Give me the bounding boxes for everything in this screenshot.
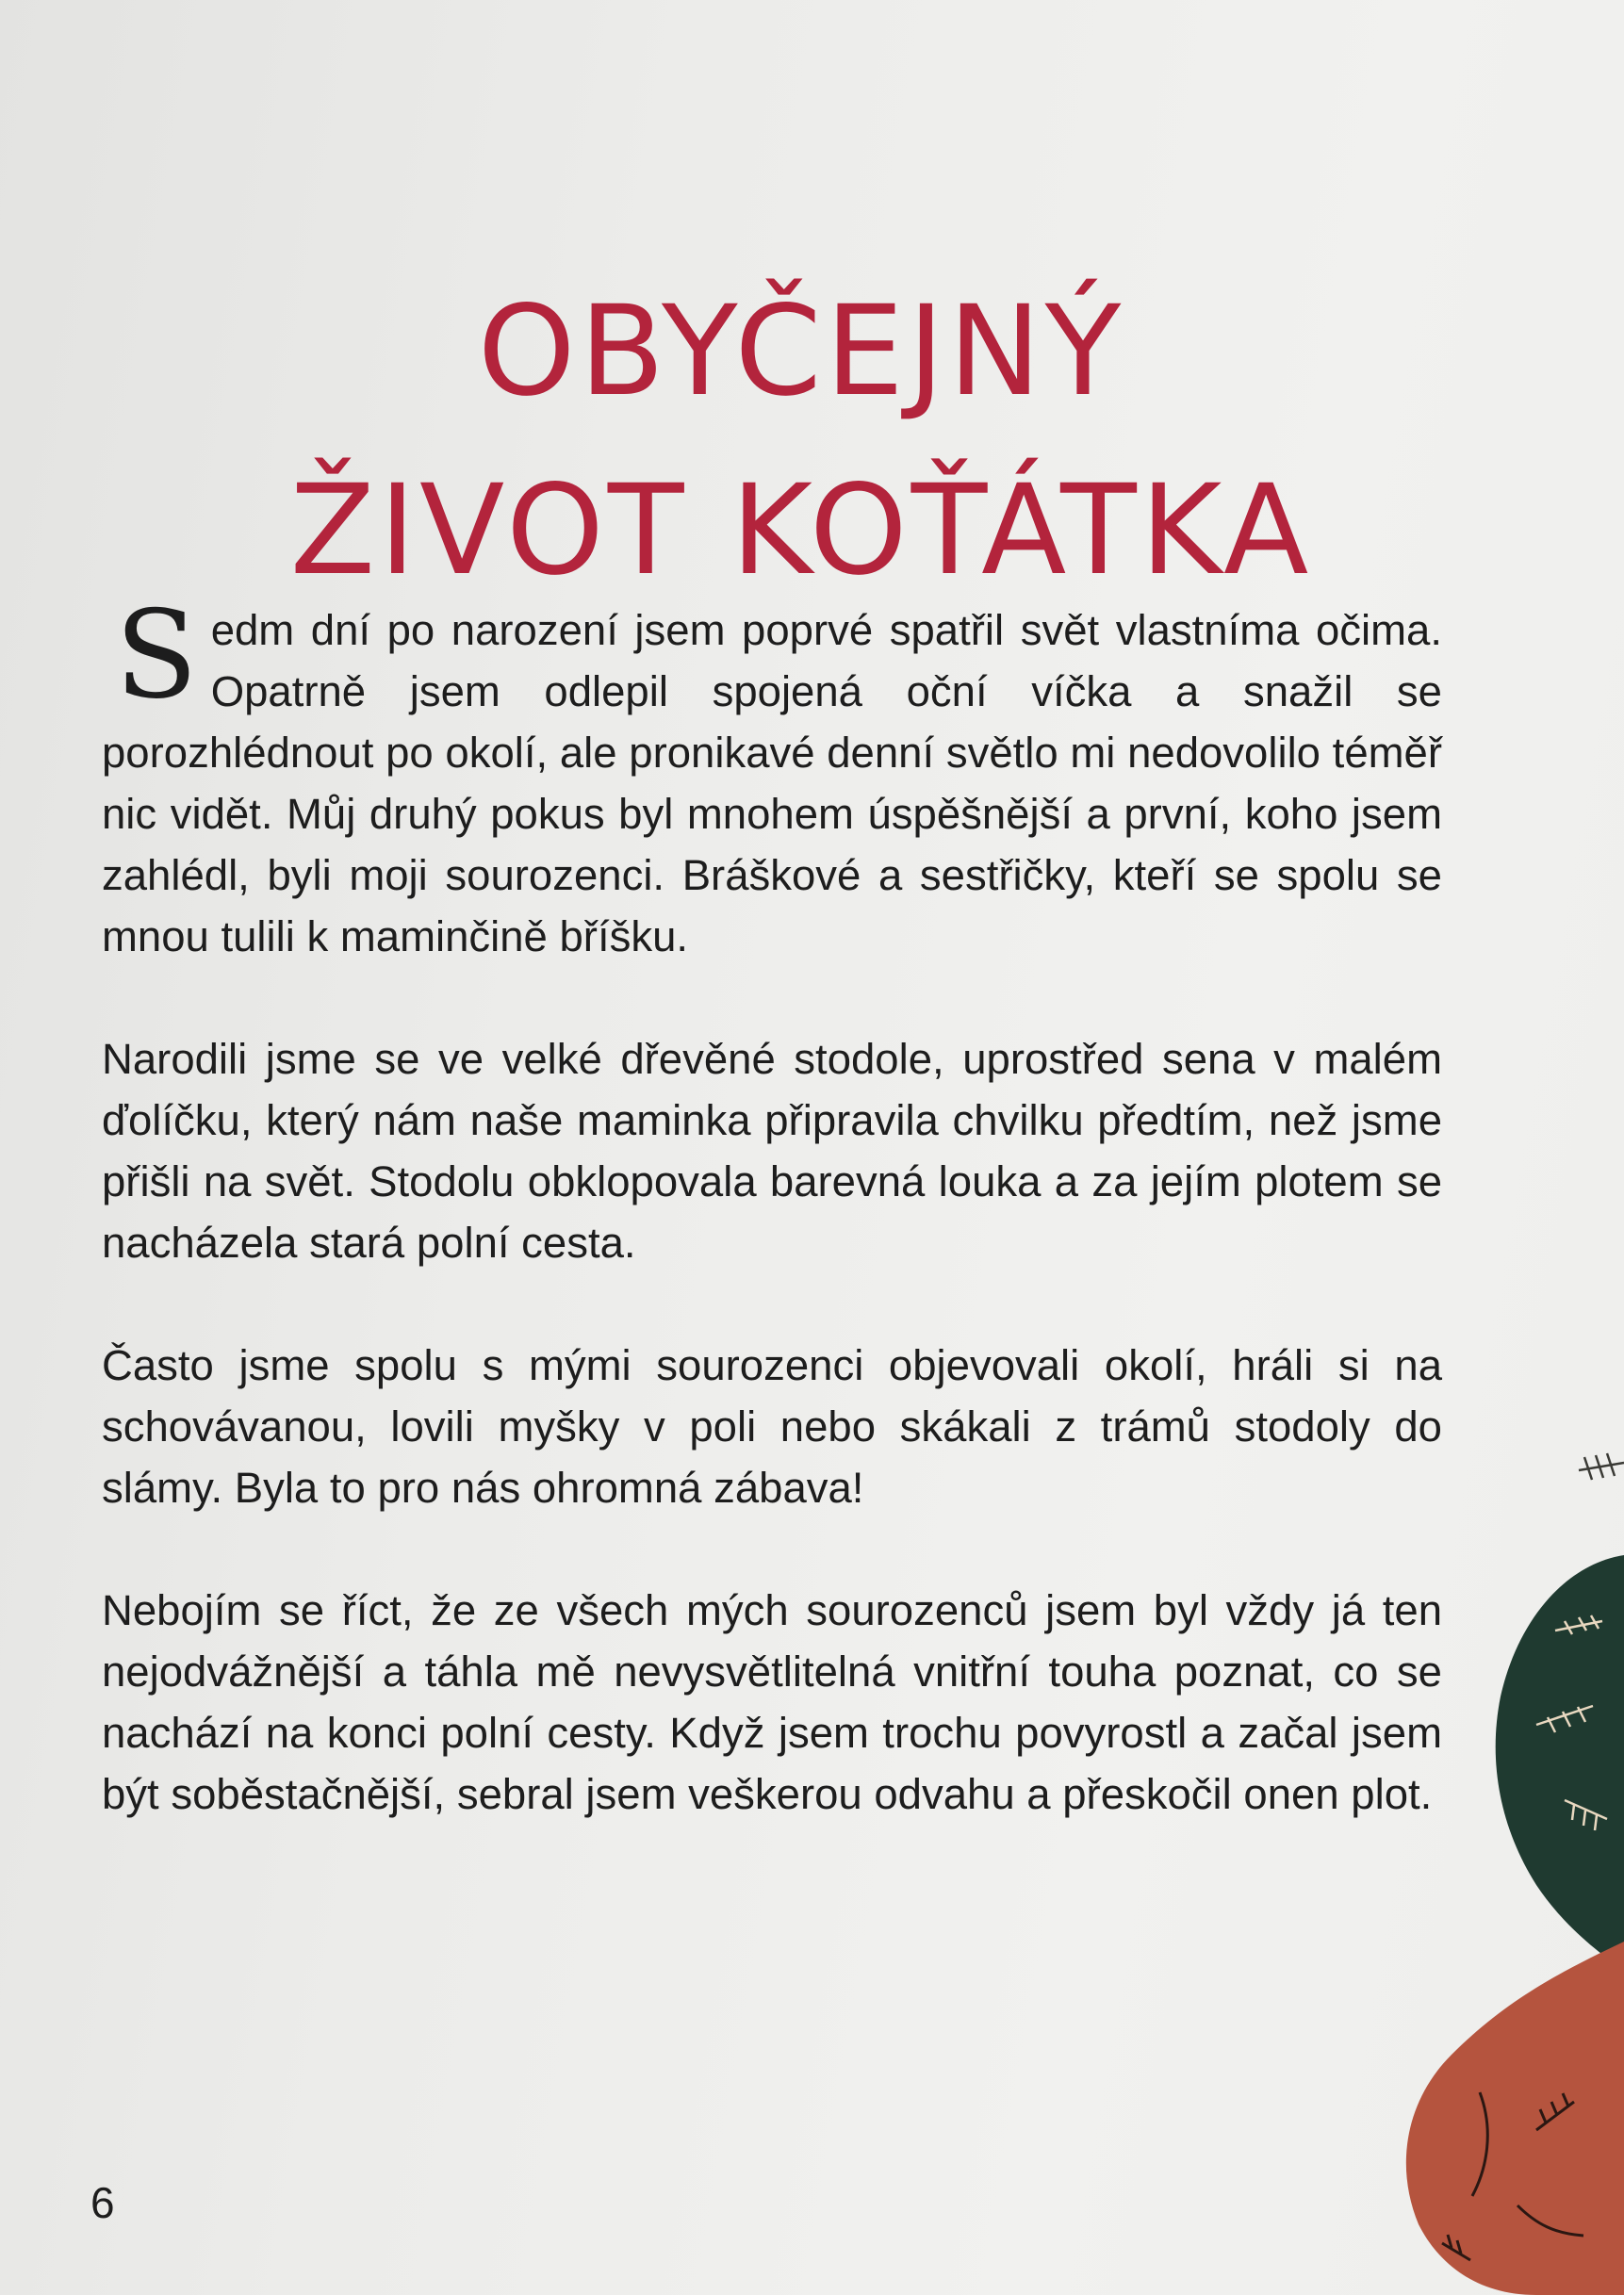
chapter-body (102, 585, 1442, 1825)
paragraph-1-text: edm dní po narození jsem poprvé spatřil svět vlastníma očima. Opatrně jsem odlepil spojená oční víčka a snažil se porozhlédnout po okolí, ale pronikavé denní světlo mi nedovolilo téměř nic vidět. Můj druhý pokus byl mnohem úspěšnější a první, koho jsem zahlédl, byli moji sourozenci. Bráškové a sestřičky, kteří se spolu se mnou tulili k maminčině bříšku. (102, 606, 1442, 960)
cat-illustration (1254, 1414, 1624, 2295)
paragraph-4: Nebojím se říct, že ze všech mých sourozenců jsem byl vždy já ten nejodvážnější a táhla mě nevysvětlitelná vnitřní touha poznat, co se nachází na konci polní cesty. Když jsem trochu povyrostl a začal jsem být soběstačnější, sebral jsem veškerou odvahu a přeskočil onen plot. (102, 1586, 1442, 1818)
paragraph-1 (102, 585, 1442, 967)
sprig-icon (1579, 1453, 1624, 1480)
paragraph-2: Narodili jsme se ve velké dřevěné stodole, uprostřed sena v malém ďolíčku, který nám naše maminka připravila chvilku předtím, než jsme přišli na svět. Stodolu obklopovala barevná louka a za jejím plotem se nacházela stará polní cesta. (102, 1035, 1442, 1267)
illustration-dark-shape (1496, 1555, 1624, 1970)
illustration-warm-shape (1406, 1942, 1624, 2295)
drop-cap: S (115, 585, 198, 726)
chapter-title (189, 262, 1414, 620)
page-number: 6 (90, 2178, 115, 2227)
chapter-title-line-1: OBYČEJNÝ (477, 279, 1125, 425)
chapter-title-line-2: ŽIVOT KOŤÁTKA (289, 458, 1313, 604)
paragraph-3: Často jsme spolu s mými sourozenci objevovali okolí, hráli si na schovávanou, lovili myšky v poli nebo skákali z trámů stodoly do slámy. Byla to pro nás ohromná zábava! (102, 1341, 1442, 1512)
